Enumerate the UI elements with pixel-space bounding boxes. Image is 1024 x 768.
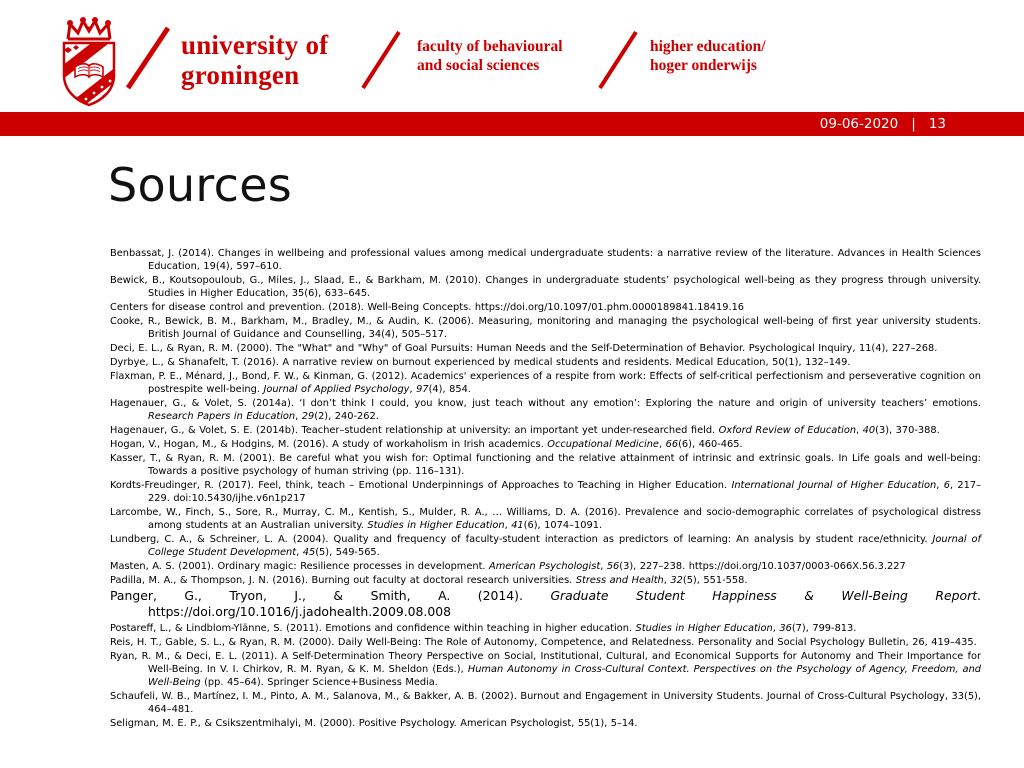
- department-name-line1: higher education/: [650, 38, 766, 55]
- reference-item: Panger, G., Tryon, J., & Smith, A. (2014). Graduate Student Happiness & Well-Being Report. https://doi.org/10.1016/j.jadohealth.2009.08.008: [110, 588, 981, 619]
- reference-item: Deci, E. L., & Ryan, R. M. (2000). The "What" and "Why" of Goal Pursuits: Human Needs and the Self-Determination of Behavior. Psychological Inquiry, 11(4), 227–268.: [110, 343, 938, 354]
- department-name: [650, 37, 766, 75]
- references-list: [110, 247, 981, 731]
- reference-item: Padilla, M. A., & Thompson, J. N. (2016). Burning out faculty at doctoral research universities. Stress and Health, 32(5), 551-558.: [110, 575, 748, 586]
- faculty-name-line1: faculty of behavioural: [417, 38, 563, 55]
- reference-item: Kordts-Freudinger, R. (2017). Feel, think, teach – Emotional Underpinnings of Approaches to Teaching in Higher Education. International Journal of Higher Education, 6, 217–229. doi:10.5430/ijhe.v6n1p217: [110, 480, 981, 504]
- university-crest-icon: [56, 15, 122, 107]
- university-wordmark-line2: groningen: [181, 60, 300, 90]
- reference-item: Hagenauer, G., & Volet, S. E. (2014b). Teacher–student relationship at university: an important yet under-researched field. Oxford Review of Education, 40(3), 370-388.: [110, 425, 940, 436]
- faculty-name: [417, 37, 563, 75]
- page-title: Sources: [108, 158, 293, 212]
- university-wordmark-line1: university of: [181, 30, 329, 60]
- header: [0, 0, 1024, 112]
- reference-item: Postareff, L., & Lindblom-Ylänne, S. (2011). Emotions and confidence within teaching in higher education. Studies in Higher Education, 36(7), 799-813.: [110, 623, 857, 634]
- reference-item: Seligman, M. E. P., & Csikszentmihalyi, M. (2000). Positive Psychology. American Psychologist, 55(1), 5–14.: [110, 718, 638, 729]
- logo-slash-icon: [123, 25, 173, 91]
- reference-item: Lundberg, C. A., & Schreiner, L. A. (2004). Quality and frequency of faculty-student interaction as predictors of learning: An analysis by student race/ethnicity. Journal of College Student Development, 45(5), 549-565.: [110, 534, 982, 558]
- reference-item: Schaufeli, W. B., Martínez, I. M., Pinto, A. M., Salanova, M., & Bakker, A. B. (2002). Burnout and Engagement in University Students. Journal of Cross-Cultural Psychology, 33(5), 464–481.: [110, 691, 981, 715]
- reference-item: Cooke, R., Bewick, B. M., Barkham, M., Bradley, M., & Audin, K. (2006). Measuring, monitoring and managing the psychological well-being of first year university students. British Journal of Guidance and Counselling, 34(4), 505–517.: [110, 316, 981, 340]
- reference-item: Kasser, T., & Ryan, R. M. (2001). Be careful what you wish for: Optimal functioning and the relative attainment of intrinsic and extrinsic goals. In Life goals and well-being: Towards a positive psychology of human striving (pp. 116–131).: [110, 453, 981, 477]
- reference-item: Dyrbye, L., & Shanafelt, T. (2016). A narrative review on burnout experienced by medical students and residents. Medical Education, 50(1), 132–149.: [110, 357, 851, 368]
- reference-item: Hagenauer, G., & Volet, S. (2014a). ‘I don’t think I could, you know, just teach without any emotion’: Exploring the nature and origin of university teachers’ emotions. Research Papers in Education, 29(2), 240-262.: [110, 398, 981, 422]
- slide-top-bar: [0, 112, 1024, 136]
- date-page-separator: |: [911, 116, 916, 132]
- reference-item: Centers for disease control and prevention. (2018). Well-Being Concepts. https://doi.org/10.1097/01.phm.0000189841.18419.16: [110, 302, 745, 313]
- faculty-slash-icon: [359, 30, 403, 90]
- reference-item: Benbassat, J. (2014). Changes in wellbeing and professional values among medical undergraduate students: a narrative review of the literature. Advances in Health Sciences Education, 19(4), 597–610.: [110, 248, 981, 272]
- reference-item: Ryan, R. M., & Deci, E. L. (2011). A Self-Determination Theory Perspective on Social, Institutional, Cultural, and Economical Supports for Autonomy and Their Importance for Well-Being. In V. I. Chirkov, R. M. Ryan, & K. M. Sheldon (Eds.), Human Autonomy in Cross-Cultural Context. Perspectives on the Psychology of Agency, Freedom, and Well-Being (pp. 45–64). Springer Science+Business Media.: [110, 651, 981, 688]
- department-slash-icon: [596, 30, 640, 90]
- slide-page-number: 13: [928, 116, 946, 132]
- faculty-name-line2: and social sciences: [417, 57, 540, 74]
- department-name-line2: hoger onderwijs: [650, 57, 757, 74]
- reference-item: Bewick, B., Koutsopouloub, G., Miles, J., Slaad, E., & Barkham, M. (2010). Changes in undergraduate students’ psychological well-being as they progress through university. Studies in Higher Education, 35(6), 633–645.: [110, 275, 981, 299]
- reference-item: Masten, A. S. (2001). Ordinary magic: Resilience processes in development. American Psychologist, 56(3), 227–238. https://doi.org/10.1037/0003-066X.56.3.227: [110, 561, 906, 572]
- reference-item: Hogan, V., Hogan, M., & Hodgins, M. (2016). A study of workaholism in Irish academics. Occupational Medicine, 66(6), 460-465.: [110, 439, 743, 450]
- reference-item: Reis, H. T., Gable, S. L., & Ryan, R. M. (2000). Daily Well-Being: The Role of Autonomy, Competence, and Relatedness. Personality and Social Psychology Bulletin, 26, 419–435.: [110, 637, 977, 648]
- slide-date: 09-06-2020: [819, 116, 899, 132]
- university-wordmark: [181, 30, 328, 90]
- reference-item: Larcombe, W., Finch, S., Sore, R., Murray, C. M., Kentish, S., Mulder, R. A., … Williams, D. A. (2016). Prevalence and socio-demographic correlates of psychological distress among students at an Australian university. Studies in Higher Education, 41(6), 1074–1091.: [110, 507, 981, 531]
- reference-item: Flaxman, P. E., Ménard, J., Bond, F. W., & Kinman, G. (2012). Academics' experiences of a respite from work: Effects of self-critical perfectionism and perseverative cognition on postrespite well-being. Journal of Applied Psychology, 97(4), 854.: [110, 371, 981, 395]
